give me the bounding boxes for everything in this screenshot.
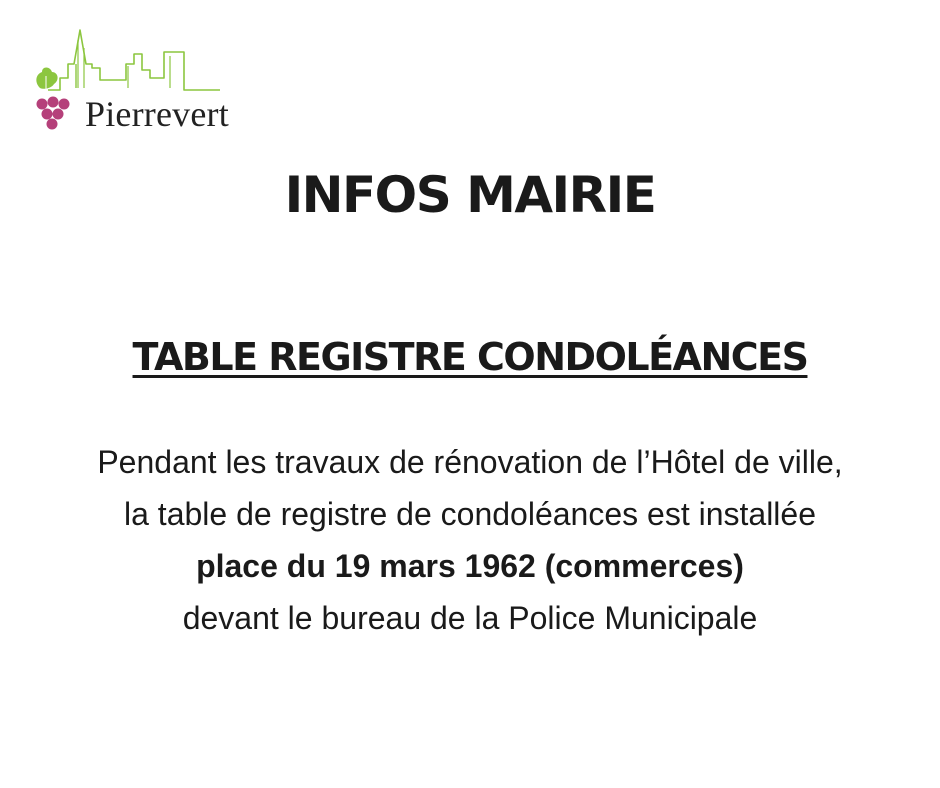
brand-name: Pierrevert xyxy=(85,94,229,134)
notice-line-1: Pendant les travaux de rénovation de l’Hôtel de ville, xyxy=(97,444,843,480)
notice-body xyxy=(0,436,940,644)
notice-heading xyxy=(0,335,940,379)
vine-leaf-icon xyxy=(36,68,57,89)
page-title: INFOS MAIRIE xyxy=(284,166,656,224)
grapes-icon xyxy=(37,97,70,130)
notice-heading-text: TABLE REGISTRE CONDOLÉANCES xyxy=(132,335,808,379)
pierrevert-logo xyxy=(30,26,260,136)
notice-line-2: la table de registre de condoléances est installée xyxy=(124,496,816,532)
notice-line-4: devant le bureau de la Police Municipale xyxy=(182,600,758,636)
notice-line-location: place du 19 mars 1962 (commerces) xyxy=(196,548,744,584)
